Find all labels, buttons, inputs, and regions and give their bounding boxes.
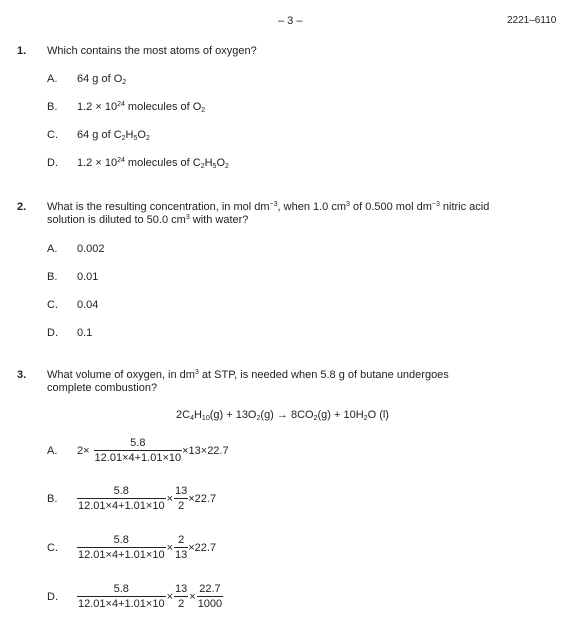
question-2-option-d: 0.1 bbox=[77, 327, 93, 339]
question-3-stem-line-2: complete combustion? bbox=[47, 382, 158, 394]
page-number: – 3 – bbox=[278, 15, 303, 27]
fraction-numerator: 13 bbox=[175, 583, 188, 595]
question-1-option-d-letter: D. bbox=[47, 157, 58, 169]
question-1-option-a-letter: A. bbox=[47, 73, 58, 85]
fraction bbox=[77, 583, 166, 610]
fraction-denominator: 13 bbox=[175, 549, 188, 561]
fraction-numerator: 5.8 bbox=[113, 583, 129, 595]
question-3-number: 3. bbox=[17, 369, 27, 381]
fraction-denominator: 1000 bbox=[197, 598, 223, 610]
question-2-option-d-letter: D. bbox=[47, 327, 58, 339]
question-2-option-c-letter: C. bbox=[47, 299, 58, 311]
question-1-option-d: $1.2 \times 10^{24}$ molecules of $C_2H_5O_2$ bbox=[77, 157, 229, 170]
fraction-denominator: 12.01×4+1.01×10 bbox=[94, 452, 182, 464]
question-3-option-b bbox=[77, 485, 216, 512]
multiplier-prefix: 2× bbox=[77, 444, 90, 457]
question-2-stem-line-2: solution is diluted to 50.0 $cm^3$ with water? bbox=[47, 214, 249, 226]
question-2-option-a: 0.002 bbox=[77, 243, 105, 255]
question-2-option-b-letter: B. bbox=[47, 271, 58, 283]
question-3-option-a-letter: A. bbox=[47, 445, 58, 457]
question-3-option-d bbox=[77, 583, 223, 610]
fraction-numerator: 5.8 bbox=[113, 485, 129, 497]
fraction-numerator: 5.8 bbox=[113, 534, 129, 546]
fraction-numerator: 5.8 bbox=[130, 437, 146, 449]
multiply-sign: × bbox=[166, 541, 173, 554]
question-1-option-c: 64 g of $C_2H_5O_2$ bbox=[77, 129, 150, 142]
fraction-numerator: 22.7 bbox=[199, 583, 221, 595]
multiplier-suffix: ×22.7 bbox=[188, 492, 217, 505]
fraction-denominator: 12.01×4+1.01×10 bbox=[78, 598, 165, 610]
fraction-denominator: 2 bbox=[174, 596, 188, 610]
multiply-sign: × bbox=[189, 590, 196, 603]
fraction-denominator: 12.01×4+1.01×10 bbox=[78, 500, 165, 512]
fraction bbox=[77, 534, 166, 561]
question-3-option-a bbox=[77, 437, 229, 464]
question-2-option-a-letter: A. bbox=[47, 243, 58, 255]
fraction bbox=[94, 437, 183, 464]
volume-fraction bbox=[197, 583, 223, 610]
question-3-option-c-letter: C. bbox=[47, 542, 58, 554]
mole-ratio-fraction bbox=[174, 485, 188, 512]
question-2-option-c: 0.04 bbox=[77, 299, 99, 311]
question-2-stem-line-1: What is the resulting concentration, in mol $dm^{-3}$, when 1.0 $cm^3$ of 0.500 mol $dm^{-3}$ nitric acid bbox=[47, 201, 490, 213]
multiply-sign: × bbox=[166, 590, 173, 603]
multiplier-suffix: ×13×22.7 bbox=[182, 444, 229, 457]
question-1-number: 1. bbox=[17, 45, 27, 57]
document-code: 2221–6110 bbox=[507, 15, 557, 26]
question-1-option-c-letter: C. bbox=[47, 129, 58, 141]
multiply-sign: × bbox=[166, 492, 173, 505]
combustion-equation: $2C_4H_{10}(g) + 13O_2(g) \to 8CO_2(g) + 10H_2O$ (l) bbox=[176, 409, 389, 422]
question-2-option-b: 0.01 bbox=[77, 271, 99, 283]
mole-ratio-fraction bbox=[174, 534, 188, 561]
question-1-stem: Which contains the most atoms of oxygen? bbox=[47, 45, 257, 57]
question-3-option-d-letter: D. bbox=[47, 591, 58, 603]
question-2-number: 2. bbox=[17, 201, 27, 213]
fraction bbox=[77, 485, 166, 512]
question-3-option-c bbox=[77, 534, 216, 561]
fraction-numerator: 13 bbox=[175, 485, 188, 497]
fraction-denominator: 2 bbox=[174, 498, 188, 512]
question-1-option-b-letter: B. bbox=[47, 101, 58, 113]
mole-ratio-fraction bbox=[174, 583, 188, 610]
question-3-option-b-letter: B. bbox=[47, 493, 58, 505]
fraction-numerator: 2 bbox=[178, 534, 185, 546]
question-1-option-a: 64 g of $O_2$ bbox=[77, 73, 127, 86]
question-3-stem-line-1: What volume of oxygen, in $dm^3$ at STP, is needed when 5.8 g of butane undergoes bbox=[47, 369, 449, 381]
fraction-denominator: 12.01×4+1.01×10 bbox=[78, 549, 165, 561]
multiplier-suffix: ×22.7 bbox=[188, 541, 217, 554]
question-1-option-b: $1.2 \times 10^{24}$ molecules of $O_2$ bbox=[77, 101, 206, 114]
